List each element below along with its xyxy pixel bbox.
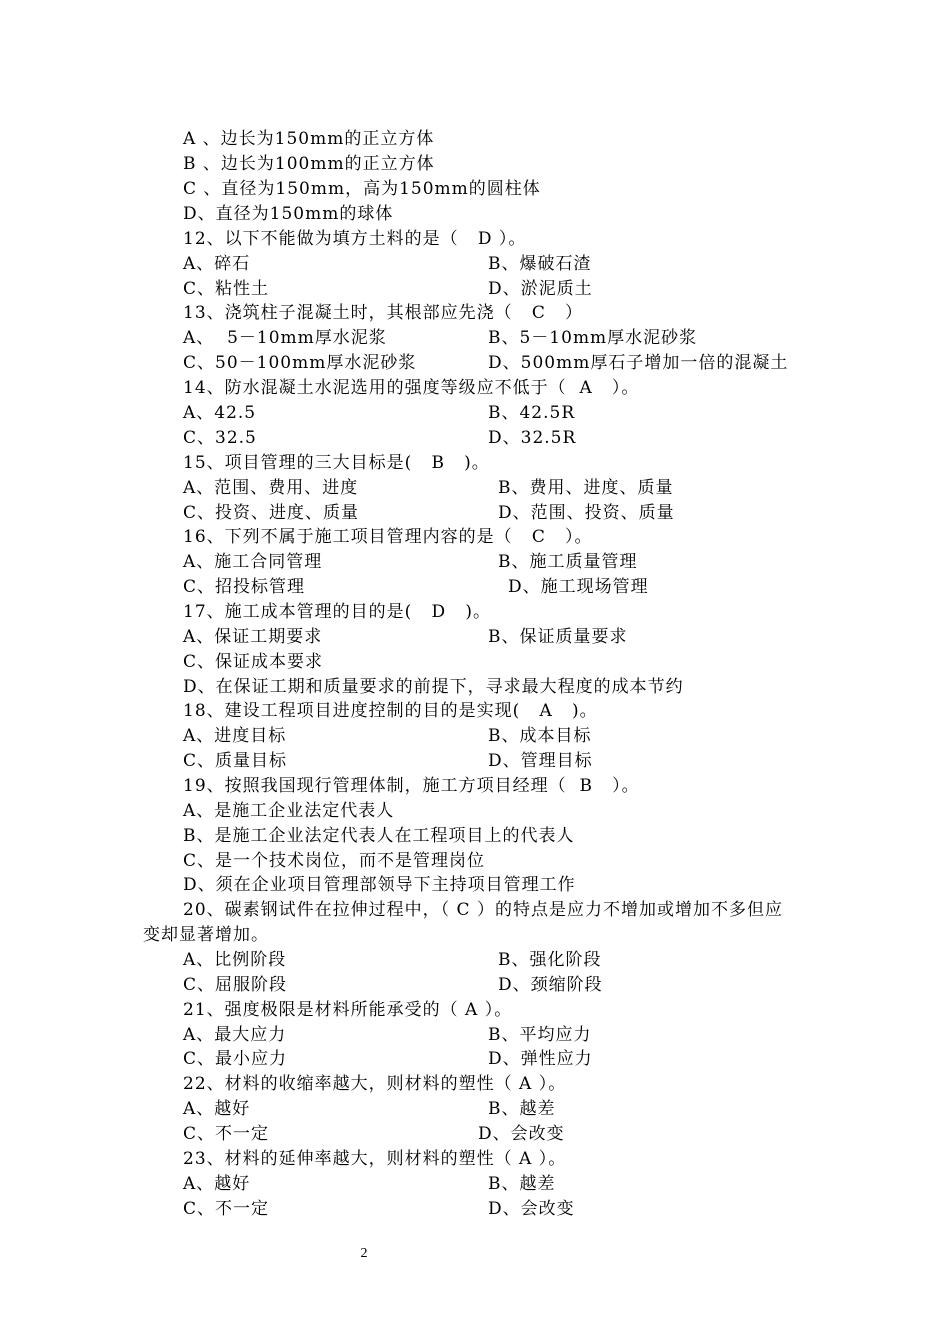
question-23-stem: 23、材料的延伸率越大，则材料的塑性（ A ）。 xyxy=(183,1149,567,1169)
question-22-option-d: D、会改变 xyxy=(478,1124,565,1144)
question-14-stem: 14、防水混凝土水泥选用的强度等级应不低于（ A ）。 xyxy=(183,378,640,398)
question-20-stem-line1: 20、碳素钢试件在拉伸过程中，（ C ）的特点是应力不增加或增加不多但应 xyxy=(183,900,783,920)
question-22-stem: 22、材料的收缩率越大，则材料的塑性（ A ）。 xyxy=(183,1074,567,1094)
question-18-option-d: D、管理目标 xyxy=(488,751,593,771)
question-19-stem: 19、按照我国现行管理体制，施工方项目经理（ B ）。 xyxy=(183,776,640,796)
question-17-stem: 17、施工成本管理的目的是( D )。 xyxy=(183,602,491,622)
question-21-option-a: A、最大应力 xyxy=(183,1025,287,1045)
question-23-option-a: A、越好 xyxy=(183,1174,251,1194)
question-15-option-c: C、投资、进度、质量 xyxy=(183,503,360,523)
question-16-stem: 16、下列不属于施工项目管理内容的是（ C ）。 xyxy=(183,527,593,547)
question-21-option-c: C、最小应力 xyxy=(183,1049,288,1069)
question-19-option-b: B、是施工企业法定代表人在工程项目上的代表人 xyxy=(183,826,575,846)
question-13-option-c: C、50－100mm厚水泥砂浆 xyxy=(183,353,417,373)
question-13-option-b: B、5－10mm厚水泥砂浆 xyxy=(488,328,698,348)
question-16-option-a: A、施工合同管理 xyxy=(183,552,323,572)
question-15-stem: 15、项目管理的三大目标是( B )。 xyxy=(183,453,490,473)
question-16-option-b: B、施工质量管理 xyxy=(498,552,638,572)
question-14-option-b: B、42.5R xyxy=(488,403,576,423)
page-number: 2 xyxy=(360,1246,368,1261)
question-19-option-c: C、是一个技术岗位，而不是管理岗位 xyxy=(183,851,486,871)
question-12-option-c: C、粘性土 xyxy=(183,279,270,299)
question-13-option-d: D、500mm厚石子增加一倍的混凝土 xyxy=(488,353,789,373)
question-22-option-c: C、不一定 xyxy=(183,1124,270,1144)
question-12-stem: 12、以下不能做为填方土料的是（ D ）。 xyxy=(183,229,527,249)
question-20-option-a: A、比例阶段 xyxy=(183,950,287,970)
question-13-stem: 13、浇筑柱子混凝土时，其根部应先浇（ C ） xyxy=(183,303,584,323)
question-17-option-a: A、保证工期要求 xyxy=(183,627,323,647)
question-22-option-b: B、越差 xyxy=(488,1099,556,1119)
question-23-option-b: B、越差 xyxy=(488,1174,556,1194)
question-18-option-c: C、质量目标 xyxy=(183,751,288,771)
question-20-option-b: B、强化阶段 xyxy=(498,950,602,970)
question-12-option-a: A、碎石 xyxy=(183,254,251,274)
question-17-option-b: B、保证质量要求 xyxy=(488,627,628,647)
question-21-option-b: B、平均应力 xyxy=(488,1025,592,1045)
question-23-option-d: D、会改变 xyxy=(488,1199,575,1219)
question-18-option-b: B、成本目标 xyxy=(488,726,592,746)
question-21-stem: 21、强度极限是材料所能承受的（ A ）。 xyxy=(183,1000,513,1020)
option-c: C 、直径为150mm，高为150mm的圆柱体 xyxy=(183,179,541,199)
question-21-option-d: D、弹性应力 xyxy=(488,1049,593,1069)
question-22-option-a: A、越好 xyxy=(183,1099,251,1119)
question-18-stem: 18、建设工程项目进度控制的目的是实现( A )。 xyxy=(183,701,598,721)
question-16-option-c: C、招投标管理 xyxy=(183,577,306,597)
option-a: A 、边长为150mm的正立方体 xyxy=(183,129,435,149)
question-14-option-d: D、32.5R xyxy=(488,428,577,448)
option-b: B 、边长为100mm的正立方体 xyxy=(183,154,435,174)
question-12-option-b: B、爆破石渣 xyxy=(488,254,592,274)
question-12-option-d: D、淤泥质土 xyxy=(488,279,593,299)
question-23-option-c: C、不一定 xyxy=(183,1199,270,1219)
question-14-option-c: C、32.5 xyxy=(183,428,257,448)
question-20-option-c: C、屈服阶段 xyxy=(183,975,288,995)
question-19-option-a: A、是施工企业法定代表人 xyxy=(183,801,395,821)
question-17-option-d: D、在保证工期和质量要求的前提下，寻求最大程度的成本节约 xyxy=(183,677,684,697)
question-17-option-c: C、保证成本要求 xyxy=(183,652,324,672)
question-15-option-d: D、范围、投资、质量 xyxy=(498,503,675,523)
question-16-option-d: D、施工现场管理 xyxy=(508,577,649,597)
question-14-option-a: A、42.5 xyxy=(183,403,257,423)
question-20-stem-line2: 变却显著增加。 xyxy=(143,925,269,945)
question-15-option-b: B、费用、进度、质量 xyxy=(498,478,674,498)
question-15-option-a: A、范围、费用、进度 xyxy=(183,478,359,498)
question-19-option-d: D、须在企业项目管理部领导下主持项目管理工作 xyxy=(183,875,576,895)
question-20-option-d: D、颈缩阶段 xyxy=(498,975,603,995)
option-d: D、直径为150mm的球体 xyxy=(183,204,394,224)
question-13-option-a: A、 5－10mm厚水泥浆 xyxy=(183,328,387,348)
question-18-option-a: A、进度目标 xyxy=(183,726,287,746)
